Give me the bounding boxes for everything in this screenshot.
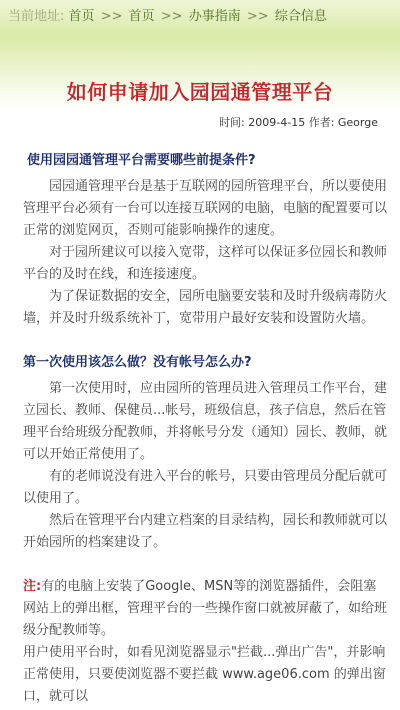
breadcrumb [0, 0, 400, 36]
header-band [0, 36, 400, 110]
section-first-use [23, 352, 388, 554]
page-title: 如何申请加入园园通管理平台 [66, 80, 334, 104]
section-heading: 使用园园通管理平台需要哪些前提条件? [27, 153, 256, 168]
breadcrumb-link-home-2[interactable]: 首页 [128, 9, 155, 24]
note-section [23, 576, 388, 708]
paragraph: 对于园所建议可以接入宽带，这样可以保证多位园长和教师平台的及时在线，和连接速度。 [23, 245, 388, 282]
paragraph: 然后在管理平台内建立档案的目录结构，园长和教师就可以开始园所的档案建设了。 [23, 513, 388, 550]
breadcrumb-separator: >> [160, 9, 183, 24]
section-heading: 第一次使用该怎么做？没有帐号怎么办? [23, 355, 252, 370]
breadcrumb-link-guide[interactable]: 办事指南 [188, 9, 241, 24]
note-label: 注: [23, 579, 42, 594]
breadcrumb-separator: >> [100, 9, 123, 24]
paragraph: 有的老师说没有进入平台的帐号，只要由管理员分配后就可以使用了。 [23, 469, 388, 506]
paragraph: 为了保证数据的安全，园所电脑要安装和及时升级病毒防火墙，并及时升级系统补丁，宽带用户最好安装和设置防火墙。 [23, 289, 388, 326]
breadcrumb-link-general-info[interactable]: 综合信息 [274, 9, 327, 24]
note-paragraph [23, 576, 388, 642]
breadcrumb-separator: >> [246, 9, 269, 24]
article-meta: 时间: 2009-4-15 作者: George [219, 116, 378, 129]
section-prerequisites [23, 150, 388, 330]
paragraph: 园园通管理平台是基于互联网的园所管理平台，所以要使用管理平台必须有一台可以连接互联网的电脑，电脑的配置要可以正常的浏览网页，否则可能影响操作的速度。 [23, 179, 388, 238]
article-body [23, 150, 388, 708]
note-paragraph-2: 用户使用平台时，如看见浏览器显示"拦截...弹出广告"，并影响正常使用，只要使浏览器不要拦截 www.age06.com 的弹出窗口，就可以 [23, 645, 386, 704]
breadcrumb-link-home[interactable]: 首页 [68, 9, 95, 24]
note-text: 有的电脑上安装了Google、MSN等的浏览器插件，会阻塞网站上的弹出框，管理平台的一些操作窗口就被屏蔽了，如给班级分配教师等。 [23, 579, 388, 638]
paragraph: 第一次使用时，应由园所的管理员进入管理员工作平台，建立园长、教师、保健员...帐号，班级信息，孩子信息，然后在管理平台给班级分配教师，并将帐号分发（通知）园长、教师，就可以开始正常使用了。 [23, 381, 388, 462]
breadcrumb-label: 当前地址: [8, 9, 65, 24]
